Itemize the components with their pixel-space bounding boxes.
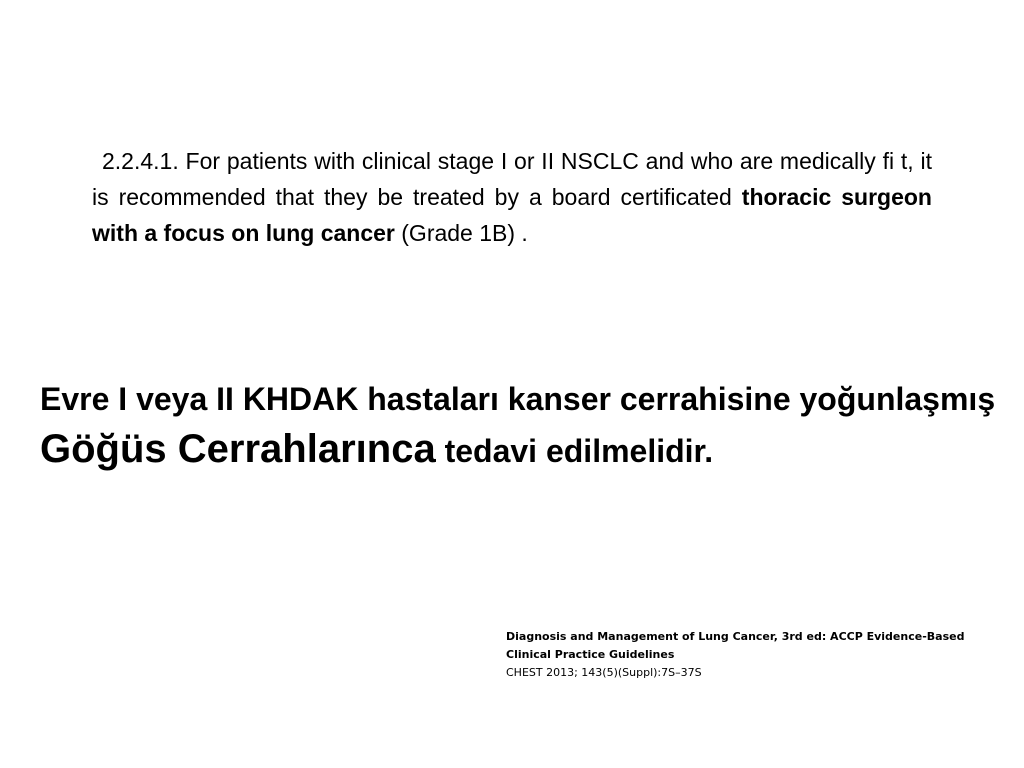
turkish-text-end: tedavi edilmelidir.: [435, 433, 714, 469]
recommendation-grade: (Grade 1B) .: [394, 220, 528, 246]
turkish-statement: [40, 374, 1000, 476]
recommendation-emphasis: thoracic surgeon with a focus on lung cancer: [92, 184, 932, 246]
citation-title: Diagnosis and Management of Lung Cancer, 3rd ed: ACCP Evidence-Based Clinical Practice Guidelines: [506, 630, 965, 661]
turkish-text-start: Evre I veya II KHDAK hastaları kanser cerrahisine yoğunlaşmış: [40, 381, 996, 417]
recommendation-text: For patients with clinical stage I or II NSCLC and who are medically fi t, it is recommended that they be treated by a board certificated: [92, 148, 932, 210]
recommendation-number: 2.2.4.1.: [102, 148, 179, 174]
turkish-emphasis: Göğüs Cerrahlarınca: [40, 427, 436, 471]
citation: [506, 628, 1006, 682]
recommendation-paragraph: [92, 143, 932, 251]
citation-reference: CHEST 2013; 143(5)(Suppl):7S–37S: [506, 666, 702, 679]
